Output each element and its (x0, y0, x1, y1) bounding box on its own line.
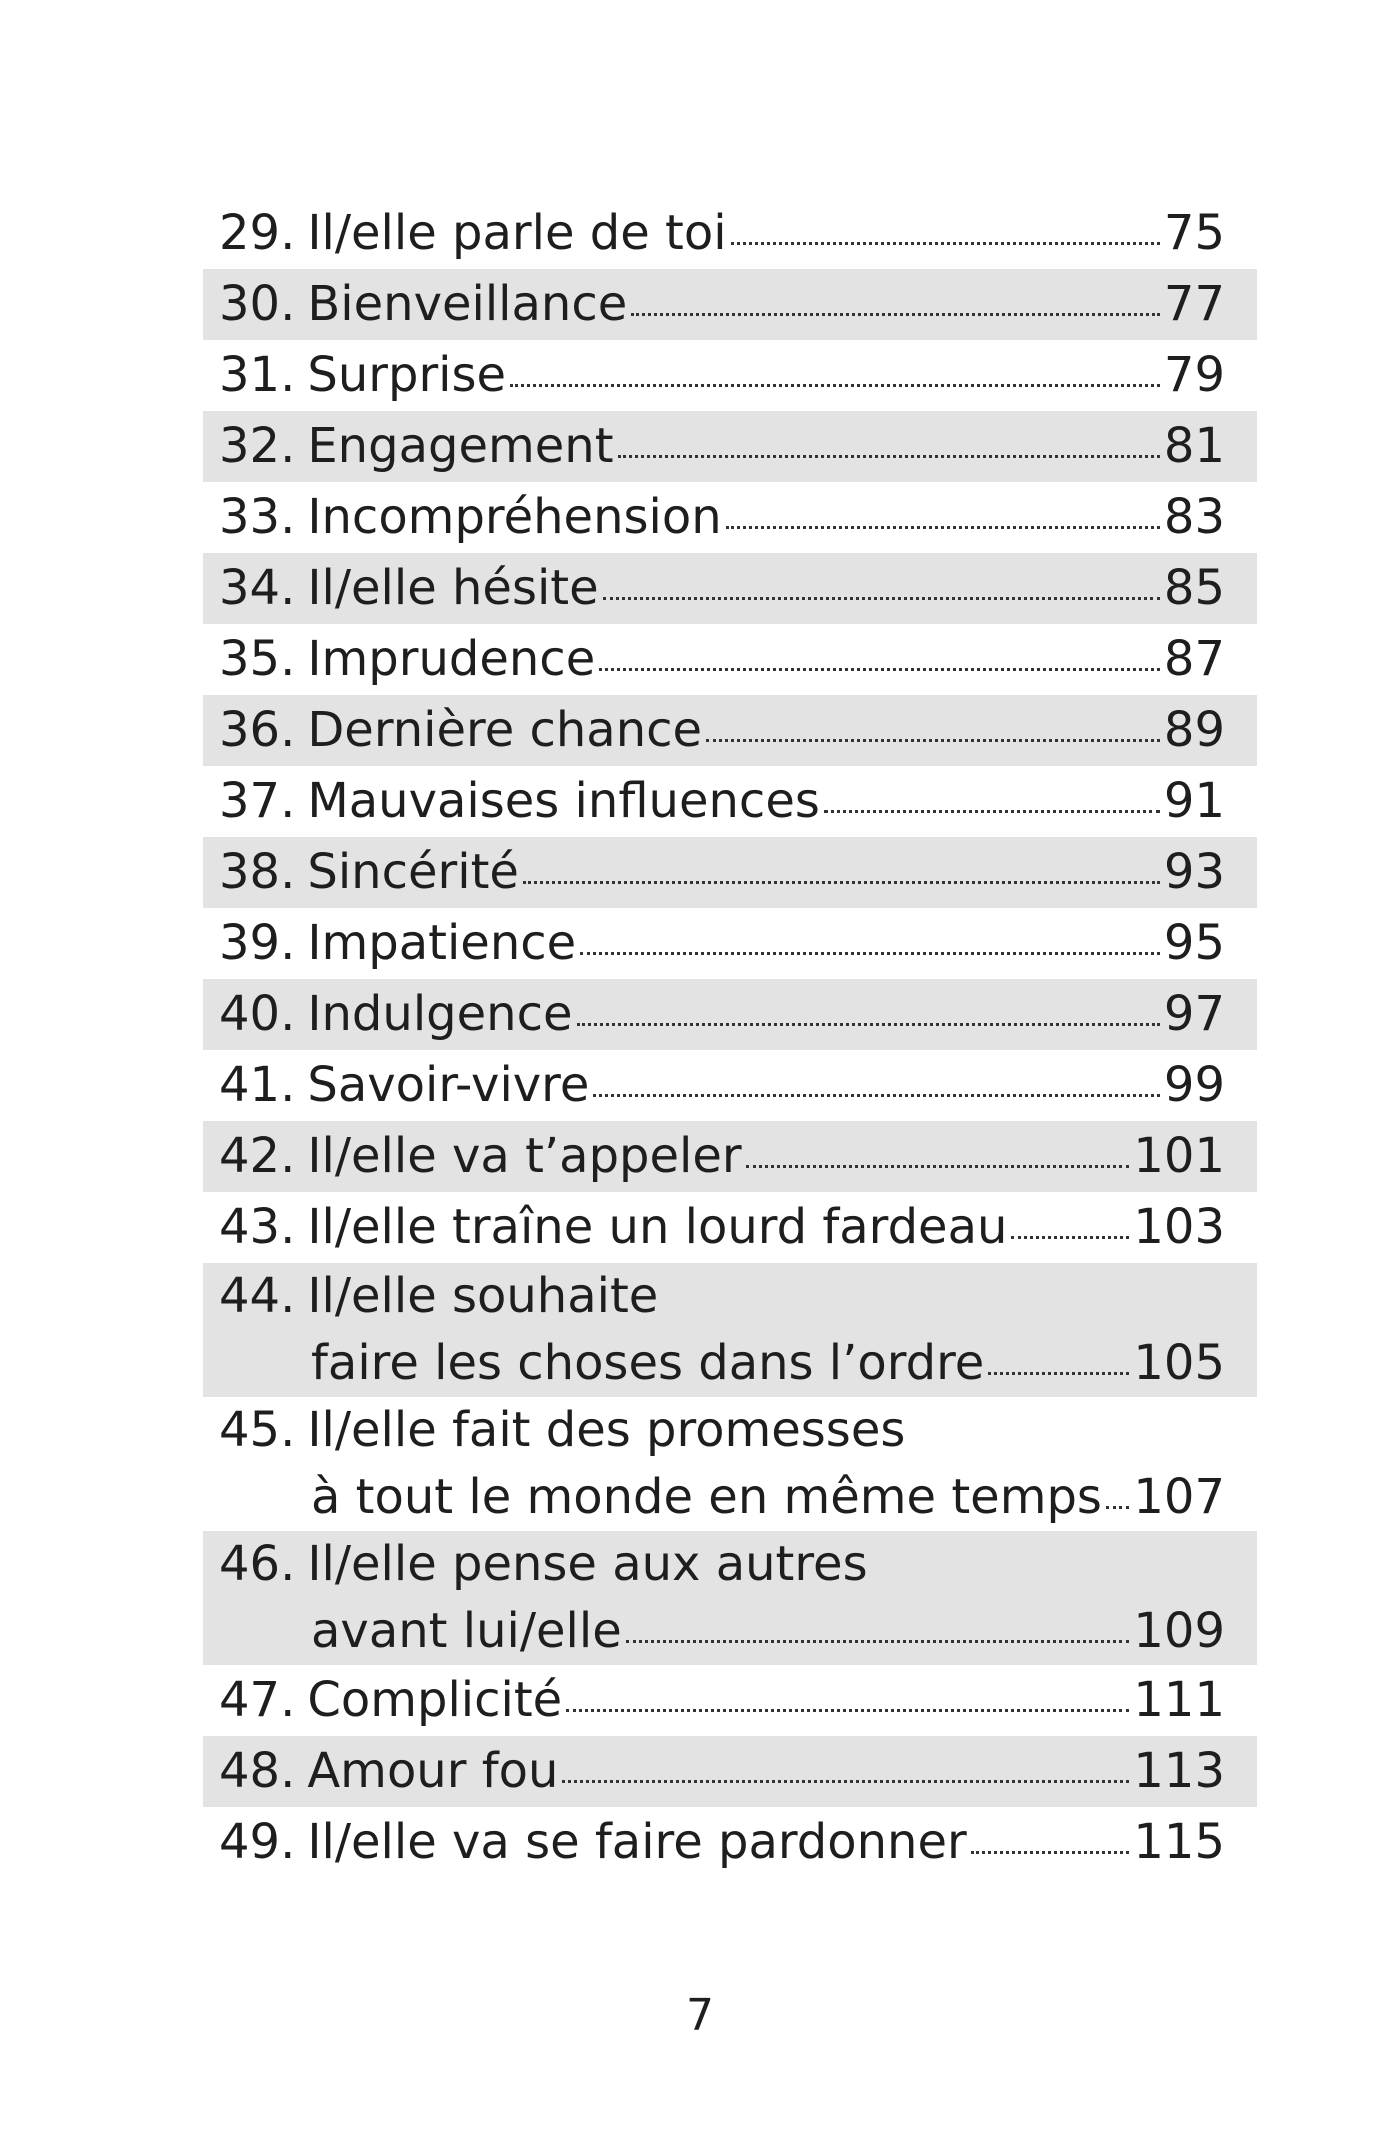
entry-title: Savoir-vivre (307, 1057, 590, 1113)
entry-title: Amour fou (307, 1743, 559, 1799)
entry-page: 113 (1133, 1743, 1225, 1799)
table-of-contents (203, 198, 1257, 1878)
toc-entry (203, 1397, 1257, 1531)
dot-leader (566, 1707, 1129, 1712)
entry-number: 35. (219, 631, 296, 687)
entry-number: 49. (219, 1814, 296, 1870)
dot-leader (1011, 1234, 1129, 1239)
dot-leader (1106, 1504, 1129, 1509)
entry-number: 44. (219, 1268, 296, 1324)
entry-page: 103 (1133, 1199, 1225, 1255)
toc-entry (203, 411, 1257, 482)
entry-title: Il/elle traîne un lourd fardeau (307, 1199, 1008, 1255)
entry-number: 33. (219, 489, 296, 545)
toc-entry (203, 1531, 1257, 1665)
dot-leader (731, 240, 1160, 245)
entry-title: Il/elle parle de toi (307, 205, 727, 261)
entry-title: Il/elle pense aux autres (307, 1536, 868, 1592)
entry-page: 97 (1163, 986, 1225, 1042)
entry-number: 41. (219, 1057, 296, 1113)
entry-number: 46. (219, 1536, 296, 1592)
entry-title-continuation: faire les choses dans l’ordre (311, 1335, 985, 1391)
toc-entry (203, 908, 1257, 979)
toc-entry (203, 553, 1257, 624)
dot-leader (562, 1778, 1129, 1783)
entry-page: 85 (1163, 560, 1225, 616)
entry-title-continuation: à tout le monde en même temps (311, 1469, 1102, 1525)
dot-leader (510, 382, 1160, 387)
entry-title: Surprise (307, 347, 507, 403)
entry-page: 83 (1163, 489, 1225, 545)
entry-page: 89 (1163, 702, 1225, 758)
dot-leader (580, 950, 1160, 955)
entry-title: Imprudence (307, 631, 596, 687)
entry-page: 111 (1133, 1672, 1225, 1728)
dot-leader (971, 1849, 1130, 1854)
toc-entry (203, 269, 1257, 340)
toc-entry (203, 1192, 1257, 1263)
entry-title: Engagement (307, 418, 614, 474)
entry-title: Dernière chance (307, 702, 703, 758)
entry-title: Il/elle fait des promesses (307, 1402, 906, 1458)
entry-number: 29. (219, 205, 296, 261)
toc-entry (203, 766, 1257, 837)
entry-page: 101 (1133, 1128, 1225, 1184)
toc-entry (203, 979, 1257, 1050)
toc-entry (203, 1121, 1257, 1192)
entry-title: Il/elle va se faire pardonner (307, 1814, 967, 1870)
dot-leader (631, 311, 1160, 316)
toc-entry (203, 837, 1257, 908)
entry-title: Indulgence (307, 986, 573, 1042)
toc-entry (203, 695, 1257, 766)
toc-entry (203, 198, 1257, 269)
entry-title: Mauvaises influences (307, 773, 820, 829)
toc-entry (203, 1263, 1257, 1397)
entry-page: 99 (1163, 1057, 1225, 1113)
entry-number: 38. (219, 844, 296, 900)
entry-page: 91 (1163, 773, 1225, 829)
entry-number: 34. (219, 560, 296, 616)
toc-entry (203, 482, 1257, 553)
entry-number: 30. (219, 276, 296, 332)
dot-leader (618, 453, 1160, 458)
dot-leader (746, 1163, 1130, 1168)
entry-title: Il/elle souhaite (307, 1268, 659, 1324)
entry-page: 93 (1163, 844, 1225, 900)
entry-number: 47. (219, 1672, 296, 1728)
entry-number: 43. (219, 1199, 296, 1255)
entry-number: 48. (219, 1743, 296, 1799)
dot-leader (599, 666, 1160, 671)
entry-page: 95 (1163, 915, 1225, 971)
entry-number: 45. (219, 1402, 296, 1458)
entry-title: Il/elle va t’appeler (307, 1128, 742, 1184)
entry-page: 75 (1163, 205, 1225, 261)
dot-leader (523, 879, 1160, 884)
dot-leader (726, 524, 1160, 529)
entry-title: Complicité (307, 1672, 563, 1728)
entry-title: Il/elle hésite (307, 560, 599, 616)
entry-page: 109 (1133, 1603, 1225, 1659)
entry-number: 37. (219, 773, 296, 829)
entry-title: Sincérité (307, 844, 519, 900)
entry-page: 105 (1133, 1335, 1225, 1391)
entry-page: 87 (1163, 631, 1225, 687)
entry-page: 107 (1133, 1469, 1225, 1525)
entry-title: Incompréhension (307, 489, 722, 545)
entry-number: 31. (219, 347, 296, 403)
entry-page: 79 (1163, 347, 1225, 403)
toc-entry (203, 1807, 1257, 1878)
entry-number: 42. (219, 1128, 296, 1184)
dot-leader (626, 1638, 1130, 1643)
entry-number: 39. (219, 915, 296, 971)
dot-leader (706, 737, 1160, 742)
entry-page: 115 (1133, 1814, 1225, 1870)
dot-leader (988, 1370, 1129, 1375)
entry-title-continuation: avant lui/elle (311, 1603, 622, 1659)
entry-page: 81 (1163, 418, 1225, 474)
entry-title: Impatience (307, 915, 577, 971)
dot-leader (577, 1021, 1160, 1026)
entry-number: 36. (219, 702, 296, 758)
dot-leader (593, 1092, 1160, 1097)
toc-entry (203, 1050, 1257, 1121)
dot-leader (603, 595, 1160, 600)
entry-page: 77 (1163, 276, 1225, 332)
entry-number: 32. (219, 418, 296, 474)
toc-entry (203, 1736, 1257, 1807)
toc-entry (203, 340, 1257, 411)
toc-entry (203, 1665, 1257, 1736)
page-number: 7 (686, 1990, 714, 2041)
dot-leader (824, 808, 1160, 813)
entry-title: Bienveillance (307, 276, 628, 332)
entry-number: 40. (219, 986, 296, 1042)
toc-entry (203, 624, 1257, 695)
